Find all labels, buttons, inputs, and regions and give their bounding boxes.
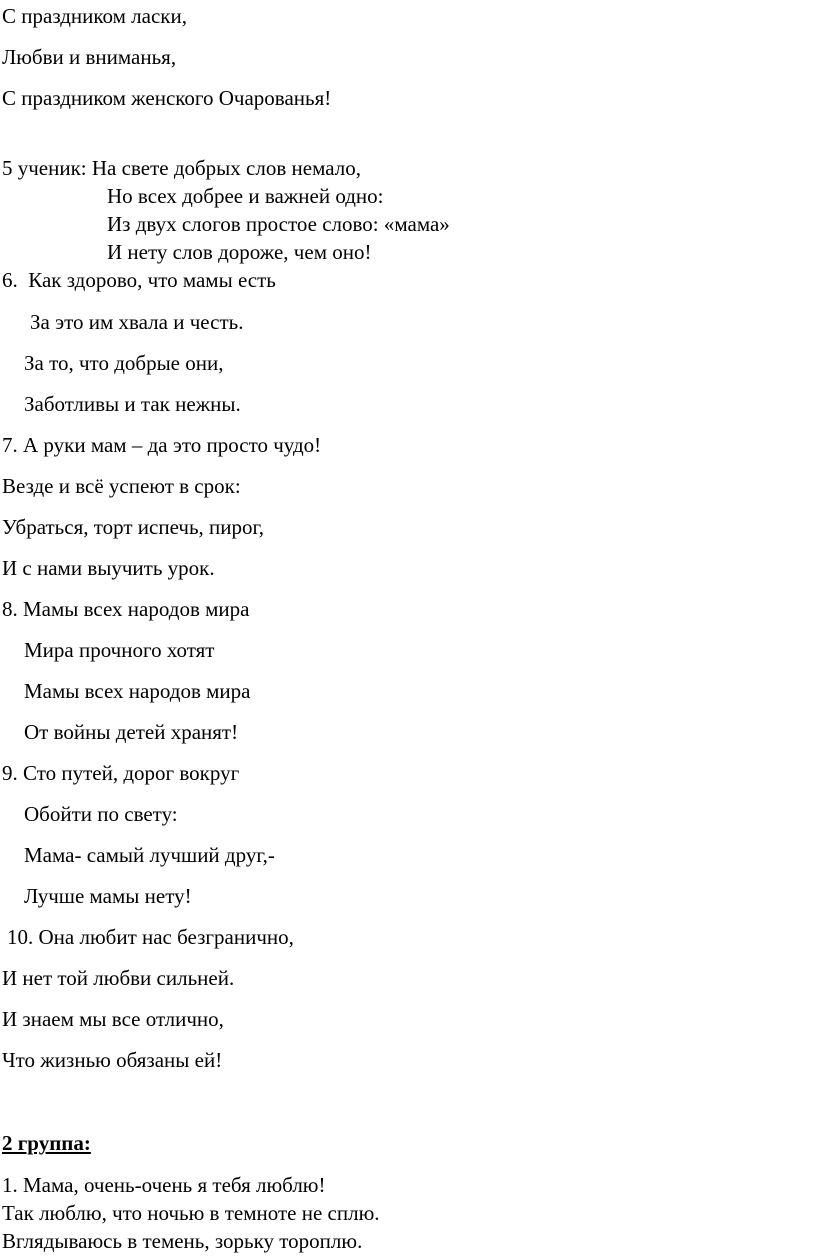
text-line: От войны детей хранят! xyxy=(24,720,239,744)
text-line: Обойти по свету: xyxy=(24,802,178,826)
section-heading: 2 группа: xyxy=(2,1131,91,1155)
text-line: Вглядываюсь в темень, зорьку тороплю. xyxy=(2,1229,363,1253)
text-line: И знаем мы все отлично, xyxy=(2,1007,224,1031)
text-line: И с нами выучить урок. xyxy=(2,556,215,580)
text-line: 7. А руки мам – да это просто чудо! xyxy=(2,433,322,457)
text-line: 9. Сто путей, дорог вокруг xyxy=(2,761,240,785)
text-line: Из двух слогов простое слово: «мама» xyxy=(107,212,450,236)
text-line: За это им хвала и честь. xyxy=(30,310,244,334)
text-line: И нету слов дороже, чем оно! xyxy=(107,240,372,264)
text-line: Мамы всех народов мира xyxy=(24,679,251,703)
text-line: С праздником женского Очарованья! xyxy=(2,86,332,110)
text-line: 8. Мамы всех народов мира xyxy=(2,597,250,621)
text-line: 10. Она любит нас безгранично, xyxy=(7,925,294,949)
text-line: С праздником ласки, xyxy=(2,4,187,28)
text-line: 5 ученик: На свете добрых слов немало, xyxy=(2,156,361,180)
text-line: 1. Мама, очень-очень я тебя люблю! xyxy=(2,1173,326,1197)
text-line: За то, что добрые они, xyxy=(24,351,224,375)
text-line: Любви и вниманья, xyxy=(2,45,177,69)
text-line: И нет той любви сильней. xyxy=(2,966,235,990)
text-line: Заботливы и так нежны. xyxy=(24,392,241,416)
text-line: Что жизнью обязаны ей! xyxy=(2,1048,223,1072)
text-line: Везде и всё успеют в срок: xyxy=(2,474,241,498)
text-line: Мира прочного хотят xyxy=(24,638,215,662)
text-line: Мама- самый лучший друг,- xyxy=(24,843,275,867)
text-line: Лучше мамы нету! xyxy=(24,884,192,908)
text-line: 6. Как здорово, что мамы есть xyxy=(2,268,276,292)
text-line: Убраться, торт испечь, пирог, xyxy=(2,515,264,539)
text-line: Так люблю, что ночью в темноте не сплю. xyxy=(2,1201,380,1225)
text-line: Но всех добрее и важней одно: xyxy=(107,184,384,208)
